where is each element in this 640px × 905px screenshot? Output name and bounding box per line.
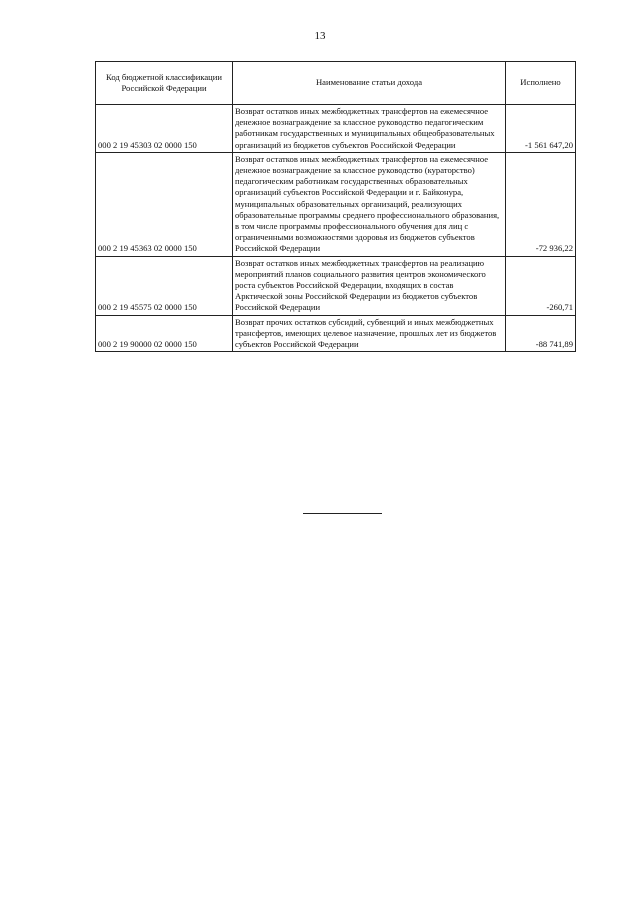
page-number: 13	[314, 30, 326, 42]
table-row	[96, 256, 576, 315]
row-code: 000 2 19 45363 02 0000 150	[96, 152, 233, 256]
table-header-row	[96, 62, 576, 105]
table-row	[96, 152, 576, 256]
row-amount: -260,71	[506, 256, 576, 315]
revenue-table	[95, 61, 576, 352]
row-amount: -88 741,89	[506, 315, 576, 352]
row-name: Возврат прочих остатков субсидий, субвенций и иных межбюджетных трансфертов, имеющих целевое назначение, прошлых лет из бюджетов субъектов Российской Федерации	[233, 315, 506, 352]
row-code: 000 2 19 45303 02 0000 150	[96, 105, 233, 153]
row-code: 000 2 19 90000 02 0000 150	[96, 315, 233, 352]
closing-divider	[303, 513, 382, 514]
header-code: Код бюджетной классификации Российской Федерации	[96, 62, 233, 105]
row-amount: -1 561 647,20	[506, 105, 576, 153]
row-name: Возврат остатков иных межбюджетных трансфертов на ежемесячное денежное вознаграждение за классное руководство педагогическим работникам государственных и муниципальных общеобразовательных организаций из бюджетов субъектов Российской Федерации	[233, 105, 506, 153]
row-amount: -72 936,22	[506, 152, 576, 256]
row-name: Возврат остатков иных межбюджетных трансфертов на реализацию мероприятий планов социального развития центров экономического роста субъектов Российской Федерации, входящих в состав Арктической зоны Российской Федерации из бюджетов субъектов Российской Федерации	[233, 256, 506, 315]
header-name: Наименование статьи дохода	[233, 62, 506, 105]
header-amount: Исполнено	[506, 62, 576, 105]
row-code: 000 2 19 45575 02 0000 150	[96, 256, 233, 315]
table-row	[96, 315, 576, 352]
row-name: Возврат остатков иных межбюджетных трансфертов на ежемесячное денежное вознаграждение за классное руководство (кураторство) педагогическим работникам государственных образовательных организаций субъектов Российской Федерации и г. Байконура, муниципальных образовательных организаций, реализующих образовательные программы среднего профессионального образования, в том числе программы профессионального обучения для лиц с ограниченными возможностями здоровья из бюджетов субъектов Российской Федерации	[233, 152, 506, 256]
table-row	[96, 105, 576, 153]
